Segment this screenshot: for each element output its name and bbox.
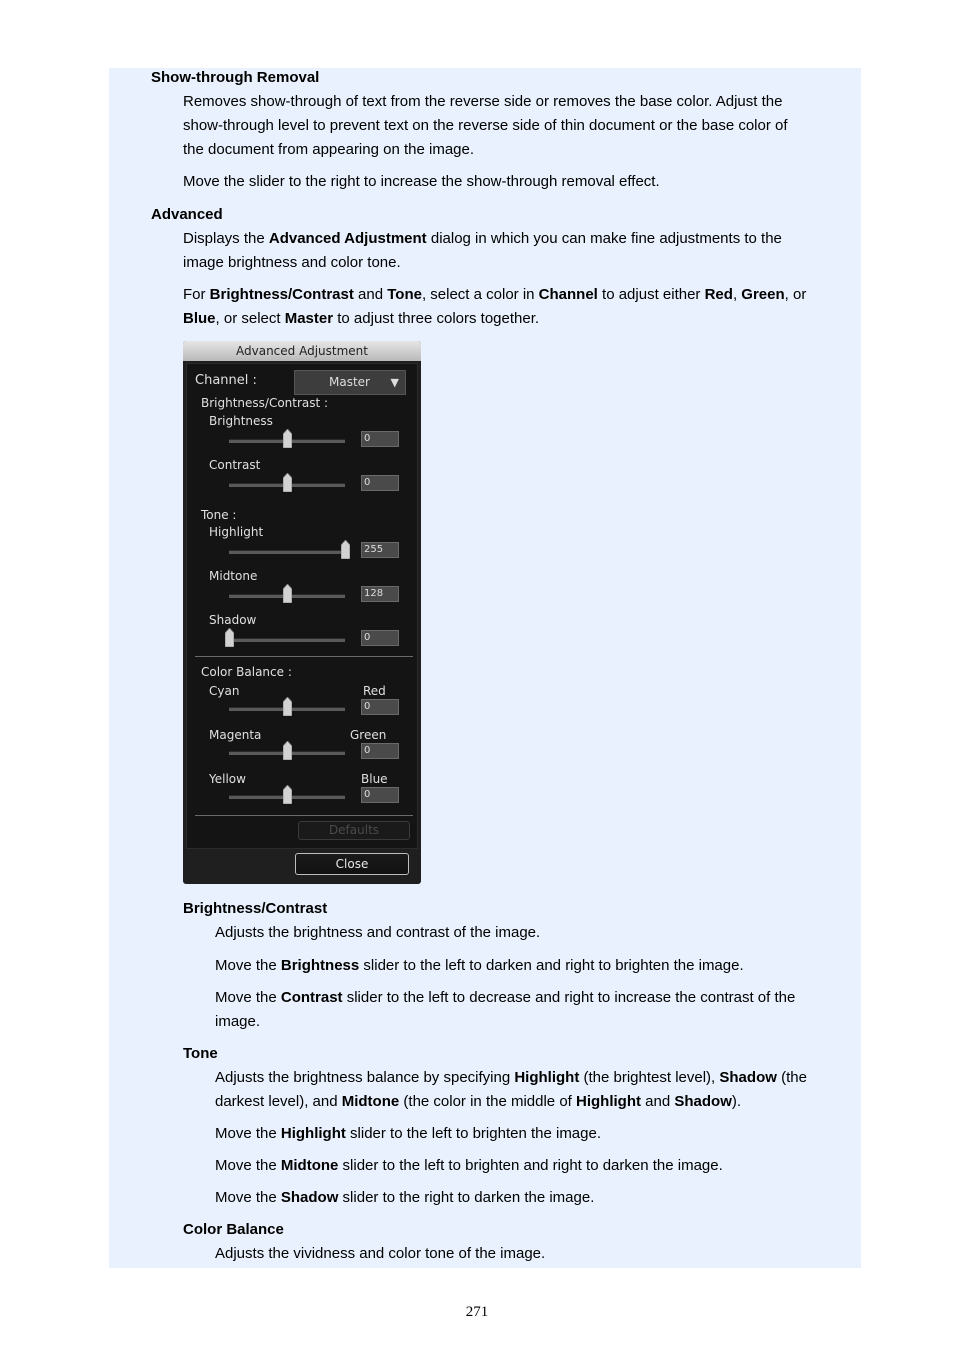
slider-thumb[interactable] [283, 785, 292, 804]
highlight-value-field[interactable]: 255 [361, 542, 399, 558]
shadow-slider[interactable] [229, 638, 345, 642]
show-through-text-3: the document from appearing on the image. [183, 141, 475, 158]
shadow-label: Shadow [209, 613, 257, 627]
brightness-contrast-label: Brightness/Contrast : [201, 396, 329, 410]
slider-thumb[interactable] [283, 741, 292, 760]
cyan-label: Cyan [209, 684, 240, 698]
yellow-blue-value-field[interactable]: 0 [361, 787, 399, 803]
show-through-text-2: show-through level to prevent text on the reverse side of thin document or the base color of [183, 117, 788, 134]
bc-text-2: Move the Brightness slider to the left to darken and right to brighten the image. [215, 957, 744, 974]
advanced-para-1-line-2: image brightness and color tone. [183, 254, 401, 271]
page-number: 271 [465, 1304, 489, 1320]
bc-text-4: image. [215, 1013, 261, 1030]
color-balance-text-1: Adjusts the vividness and color tone of the image. [215, 1245, 546, 1262]
tone-label: Tone : [201, 508, 237, 522]
brightness-label: Brightness [209, 414, 273, 428]
shadow-value-field[interactable]: 0 [361, 630, 399, 646]
section-divider [195, 656, 413, 657]
slider-thumb[interactable] [225, 628, 234, 647]
contrast-label: Contrast [209, 458, 261, 472]
slider-thumb[interactable] [283, 584, 292, 603]
tone-text-4: Move the Midtone slider to the left to brighten and right to darken the image. [215, 1157, 723, 1174]
contrast-value-field[interactable]: 0 [361, 475, 399, 491]
advanced-para-2-line-1: For Brightness/Contrast and Tone, select a color in Channel to adjust either Red, Green, or [183, 286, 807, 303]
chevron-down-icon: ▼ [390, 376, 399, 389]
highlight-slider[interactable] [229, 550, 345, 554]
channel-label: Channel : [195, 373, 257, 388]
bc-text-1: Adjusts the brightness and contrast of the image. [215, 924, 541, 941]
tone-text-5: Move the Shadow slider to the right to darken the image. [215, 1189, 595, 1206]
advanced-para-1-line-1: Displays the Advanced Adjustment dialog in which you can make fine adjustments to the [183, 230, 782, 247]
magenta-label: Magenta [209, 728, 262, 742]
close-button[interactable]: Close [295, 853, 409, 875]
midtone-value-field[interactable]: 128 [361, 586, 399, 602]
slider-thumb[interactable] [283, 429, 292, 448]
dialog-body [186, 363, 418, 849]
bc-heading: Brightness/Contrast [183, 900, 328, 917]
highlight-label: Highlight [209, 525, 264, 539]
channel-select-value: Master [329, 375, 370, 389]
defaults-button[interactable]: Defaults [298, 821, 410, 840]
channel-select[interactable] [294, 370, 406, 395]
show-through-text-1: Removes show-through of text from the reverse side or removes the base color. Adjust the [183, 93, 783, 110]
green-label: Green [350, 728, 387, 742]
brightness-value-field[interactable]: 0 [361, 431, 399, 447]
cyan-red-value-field[interactable]: 0 [361, 699, 399, 715]
advanced-para-2-line-2: Blue, or select Master to adjust three colors together. [183, 310, 540, 327]
section-divider [195, 815, 413, 816]
slider-thumb[interactable] [341, 540, 350, 559]
tone-text-1: Adjusts the brightness balance by specifying Highlight (the brightest level), Shadow (the [215, 1069, 807, 1086]
color-balance-heading: Color Balance [183, 1221, 284, 1238]
red-label: Red [363, 684, 386, 698]
slider-thumb[interactable] [283, 473, 292, 492]
yellow-label: Yellow [209, 772, 246, 786]
tone-text-2: darkest level), and Midtone (the color in the middle of Highlight and Shadow). [215, 1093, 742, 1110]
show-through-text-4: Move the slider to the right to increase the show-through removal effect. [183, 173, 660, 190]
tone-heading: Tone [183, 1045, 218, 1062]
advanced-heading: Advanced [151, 206, 223, 223]
show-through-heading: Show-through Removal [151, 69, 320, 86]
slider-thumb[interactable] [283, 697, 292, 716]
bc-text-3: Move the Contrast slider to the left to decrease and right to increase the contrast of the [215, 989, 796, 1006]
advanced-adjustment-dialog [183, 341, 421, 884]
dialog-title: Advanced Adjustment [183, 341, 421, 361]
tone-text-3: Move the Highlight slider to the left to brighten the image. [215, 1125, 602, 1142]
magenta-green-value-field[interactable]: 0 [361, 743, 399, 759]
color-balance-label: Color Balance : [201, 665, 292, 679]
blue-label: Blue [361, 772, 388, 786]
midtone-label: Midtone [209, 569, 258, 583]
